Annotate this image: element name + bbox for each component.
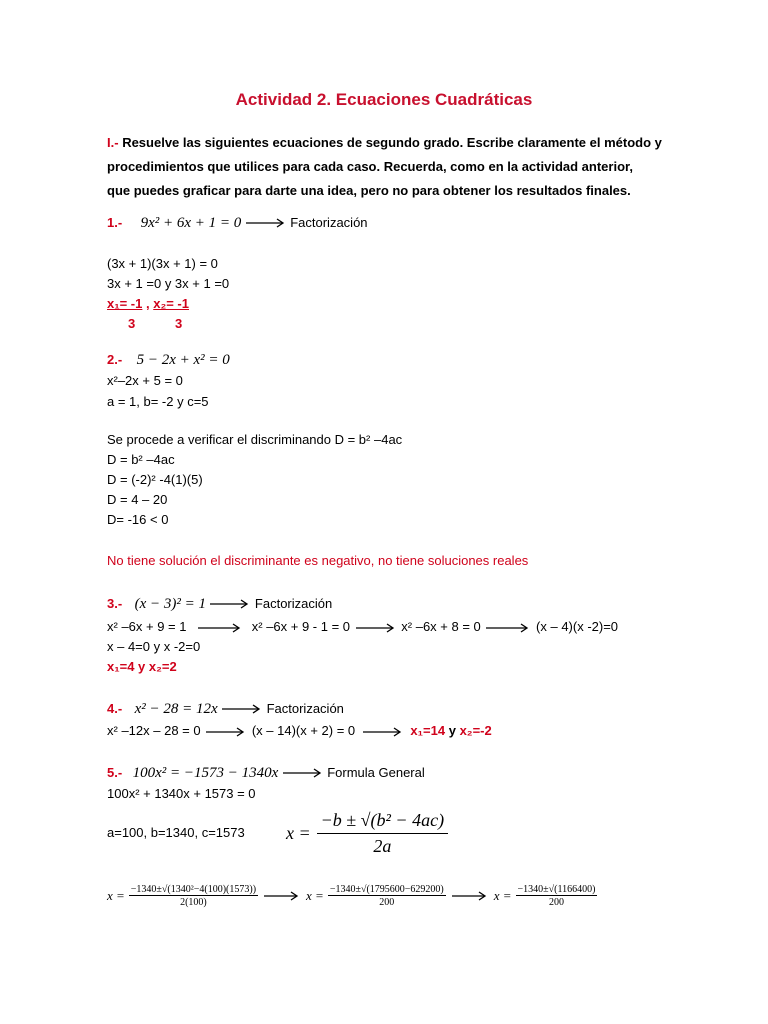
step: (x – 4)(x -2)=0 <box>536 619 619 634</box>
step: D= -16 < 0 <box>107 512 169 527</box>
arrow-right-icon <box>356 623 396 633</box>
fraction-2 <box>328 884 446 908</box>
step: x² –6x + 8 = 0 <box>401 619 481 634</box>
arrow-right-icon <box>198 623 242 633</box>
arrow-right-icon <box>283 768 323 778</box>
method-label: Formula General <box>327 765 425 780</box>
problem-number: 2.- <box>107 352 123 367</box>
x-equals: x = <box>493 888 512 903</box>
step: D = b² –4ac <box>107 452 175 467</box>
page-title: Actividad 2. Ecuaciones Cuadráticas <box>235 90 533 109</box>
step: a = 1, b= -2 y c=5 <box>107 394 209 409</box>
arrow-right-icon <box>210 599 250 609</box>
intro-line-1 <box>107 135 662 150</box>
x-equals: x = <box>107 888 125 903</box>
problem-number: 5.- <box>107 765 123 780</box>
problem-4-header <box>107 700 344 718</box>
step: D = (-2)² -4(1)(5) <box>107 472 203 487</box>
step: (x – 14)(x + 2) = 0 <box>251 723 356 738</box>
step: Se procede a verificar el discriminando D = b² –4ac <box>107 432 403 447</box>
problem-5-header <box>107 764 425 782</box>
conclusion: No tiene solución el discriminante es negativo, no tiene soluciones reales <box>107 553 529 568</box>
separator: , <box>142 296 154 311</box>
step-row <box>107 723 492 738</box>
fraction-denominator: 200 <box>379 897 395 908</box>
fraction-numerator: −1340±√(1795600−629200) <box>329 884 444 895</box>
problem-3-header <box>107 595 332 613</box>
arrow-right-icon <box>206 727 246 737</box>
method-label: Factorización <box>290 215 368 230</box>
arrow-right-icon <box>264 891 300 901</box>
step: 3x + 1 =0 y 3x + 1 =0 <box>107 276 230 291</box>
answer-x2: x₂= -1 <box>153 296 189 311</box>
step: x² –6x + 9 = 1 <box>107 619 187 634</box>
answer-x1: x₁=14 <box>410 723 446 738</box>
step: D = 4 – 20 <box>107 492 168 507</box>
equation: (x − 3)² = 1 <box>134 596 207 612</box>
equation: x² − 28 = 12x <box>134 701 218 717</box>
formula-evaluation-row <box>107 884 597 908</box>
answer: x₁=4 y x₂=2 <box>107 659 177 674</box>
answer-x2: x₂=-2 <box>459 723 492 738</box>
step: x² –6x + 9 - 1 = 0 <box>251 619 351 634</box>
fraction-numerator: −1340±√(1166400) <box>517 884 596 895</box>
fraction-denominator: 2(100) <box>180 897 207 908</box>
fraction-3 <box>516 884 598 908</box>
denominator-1: 3 <box>128 316 136 331</box>
fraction-1 <box>129 884 258 908</box>
arrow-right-icon <box>486 623 530 633</box>
arrow-right-icon <box>363 727 403 737</box>
equation: 100x² = −1573 − 1340x <box>132 765 279 781</box>
intro-text-2: procedimientos que utilices para cada caso. Recuerda, como en la actividad anterior, <box>107 159 633 174</box>
formula-numerator: −b ± √(b² − 4ac) <box>317 810 448 834</box>
step: 100x² + 1340x + 1573 = 0 <box>107 786 256 801</box>
problem-1-header <box>107 214 368 232</box>
formula-denominator: 2a <box>373 836 392 856</box>
fraction-numerator: −1340±√(1340²−4(100)(1573)) <box>130 884 257 895</box>
arrow-right-icon <box>246 218 286 228</box>
formula-lhs: x = <box>286 823 311 843</box>
step: x – 4=0 y x -2=0 <box>107 639 201 654</box>
intro-marker: I.- <box>107 135 119 150</box>
arrow-right-icon <box>452 891 488 901</box>
denominator-2: 3 <box>175 316 183 331</box>
problem-2-header <box>107 351 230 369</box>
step-row <box>107 619 618 634</box>
separator: y <box>445 723 460 738</box>
equation: 9x² + 6x + 1 = 0 <box>140 215 242 231</box>
step: x²–2x + 5 = 0 <box>107 373 183 388</box>
step: x² –12x – 28 = 0 <box>107 723 201 738</box>
answer <box>107 296 189 311</box>
equation: 5 − 2x + x² = 0 <box>136 352 230 368</box>
quadratic-formula <box>286 810 448 857</box>
problem-number: 4.- <box>107 701 123 716</box>
intro-text-1: Resuelve las siguientes ecuaciones de segundo grado. Escribe claramente el método y <box>122 135 662 150</box>
intro-text-3: que puedes graficar para darte una idea, pero no para obtener los resultados finales. <box>107 183 631 198</box>
method-label: Factorización <box>254 596 333 611</box>
arrow-right-icon <box>222 704 262 714</box>
coefficients: a=100, b=1340, c=1573 <box>107 825 245 840</box>
problem-number: 3.- <box>107 596 123 611</box>
step: (3x + 1)(3x + 1) = 0 <box>107 256 218 271</box>
problem-number: 1.- <box>107 215 123 230</box>
fraction-denominator: 200 <box>549 897 564 908</box>
method-label: Factorización <box>266 701 344 716</box>
x-equals: x = <box>306 888 324 903</box>
answer-x1: x₁= -1 <box>107 296 143 311</box>
